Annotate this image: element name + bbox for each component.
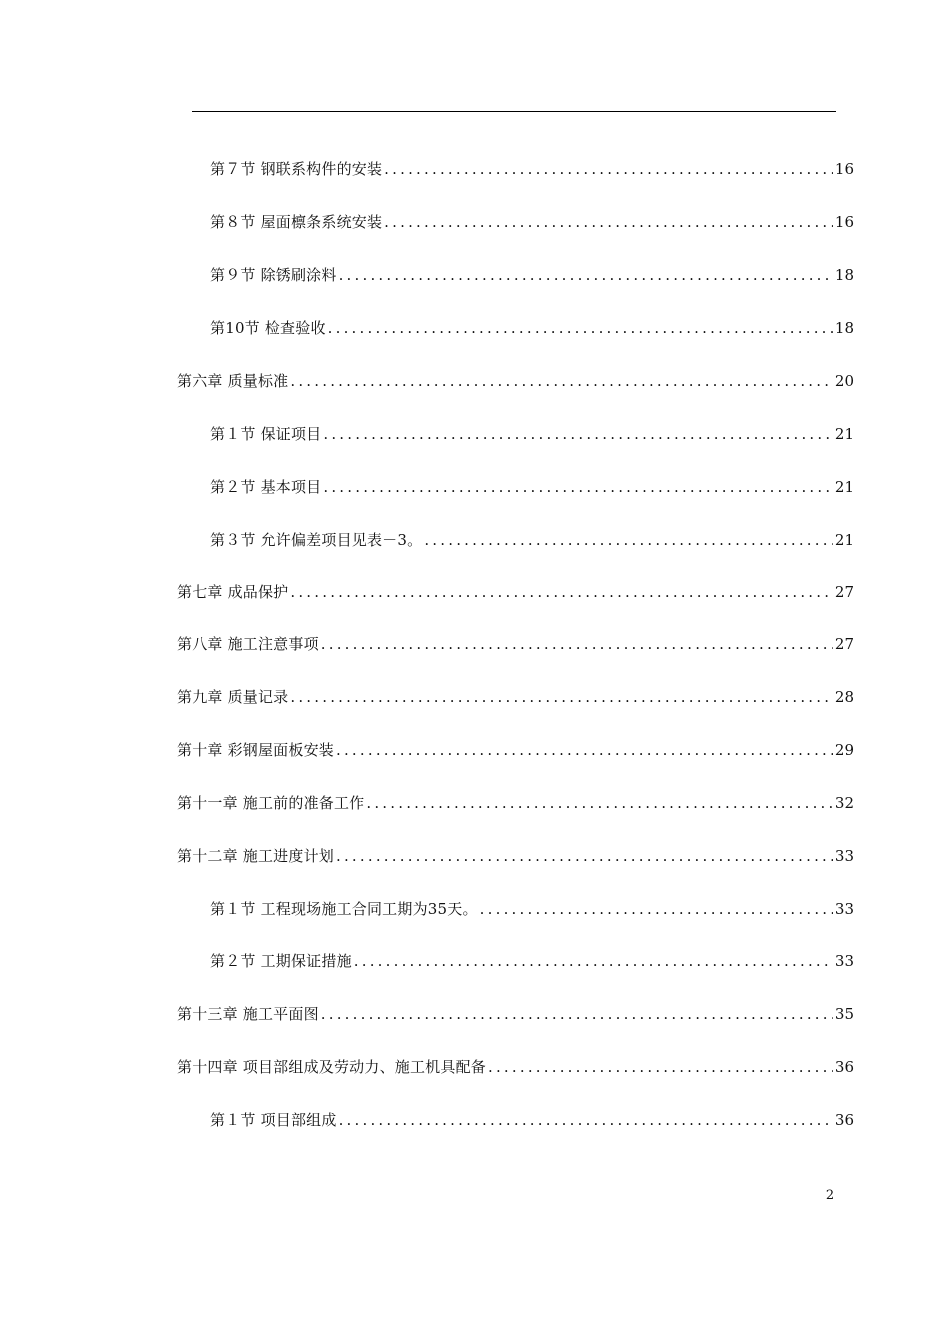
toc-entry-chapter-11[interactable] [177,791,854,815]
toc-entry-page: 18 [834,266,854,284]
toc-entry-chapter-14[interactable] [177,1055,854,1079]
dot-leader [328,316,833,340]
dot-leader [321,632,833,656]
toc-entry-section-9[interactable] [210,263,854,287]
toc-entry-chapter-10[interactable] [177,738,854,762]
page-number: 2 [825,1188,835,1203]
toc-entry-page: 33 [834,847,854,865]
toc-entry-chapter-7[interactable] [177,580,854,604]
toc-entry-section-3[interactable] [210,528,854,552]
toc-entry-title: 第七章 成品保护 [177,583,289,601]
toc-entry-section-10[interactable] [210,316,854,340]
toc-entry-page: 21 [834,531,854,549]
toc-entry-chapter-9[interactable] [177,685,854,709]
toc-entry-page: 21 [834,478,854,496]
dot-leader [354,949,833,973]
toc-entry-title: 第十章 彩钢屋面板安装 [177,741,334,759]
dot-leader [290,580,833,604]
toc-entry-page: 32 [834,794,854,812]
toc-entry-title: 第１节 保证项目 [210,425,322,443]
toc-entry-title: 第十四章 项目部组成及劳动力、施工机具配备 [177,1058,486,1076]
toc-entry-title: 第７节 钢联系构件的安装 [210,160,383,178]
toc-entry-title: 第十三章 施工平面图 [177,1005,319,1023]
toc-entry-page: 36 [834,1058,854,1076]
dot-leader [290,369,833,393]
dot-leader [488,1055,833,1079]
dot-leader [480,897,833,921]
toc-entry-chapter-12[interactable] [177,844,854,868]
toc-entry-chapter-8[interactable] [177,632,854,656]
dot-leader [336,738,833,762]
dot-leader [339,263,833,287]
toc-entry-page: 21 [834,425,854,443]
toc-entry-page: 27 [834,635,854,653]
toc-entry-page: 16 [834,213,854,231]
toc-entry-page: 16 [834,160,854,178]
dot-leader [323,422,833,446]
toc-entry-title: 第８节 屋面檩条系统安装 [210,213,383,231]
dot-leader [321,1002,833,1026]
toc-entry-section-1[interactable] [210,422,854,446]
toc-entry-page: 35 [834,1005,854,1023]
toc-entry-chapter-6[interactable] [177,369,854,393]
toc-entry-section-1-team[interactable] [210,1108,854,1132]
toc-entry-title: 第六章 质量标准 [177,372,289,390]
toc-entry-page: 29 [834,741,854,759]
toc-entry-title: 第９节 除锈刷涂料 [210,266,337,284]
toc-entry-chapter-13[interactable] [177,1002,854,1026]
dot-leader [290,685,833,709]
toc-entry-page: 18 [834,319,854,337]
toc-entry-section-1-schedule[interactable] [210,897,854,921]
toc-entry-title: 第八章 施工注意事项 [177,635,319,653]
toc-entry-page: 36 [834,1111,854,1129]
dot-leader [336,844,833,868]
toc-entry-section-8[interactable] [210,210,854,234]
toc-entry-title: 第九章 质量记录 [177,688,289,706]
toc-entry-title: 第３节 允许偏差项目见表－3。 [210,531,423,549]
dot-leader [323,475,833,499]
toc-entry-title: 第１节 项目部组成 [210,1111,337,1129]
toc-entry-title: 第10节 检查验收 [210,319,326,337]
toc-entry-section-2-schedule[interactable] [210,949,854,973]
dot-leader [366,791,833,815]
toc-entry-title: 第１节 工程现场施工合同工期为35天。 [210,900,478,918]
toc-entry-page: 33 [834,900,854,918]
toc-entry-title: 第十二章 施工进度计划 [177,847,334,865]
toc-entry-page: 27 [834,583,854,601]
toc-entry-section-7[interactable] [210,157,854,181]
toc-entry-title: 第２节 基本项目 [210,478,322,496]
toc-entry-page: 33 [834,952,854,970]
dot-leader [339,1108,833,1132]
dot-leader [384,210,833,234]
toc-entry-page: 20 [834,372,854,390]
toc-entry-section-2[interactable] [210,475,854,499]
toc-entry-title: 第２节 工期保证措施 [210,952,352,970]
dot-leader [384,157,833,181]
toc-entry-title: 第十一章 施工前的准备工作 [177,794,365,812]
toc-entry-page: 28 [834,688,854,706]
dot-leader [424,528,833,552]
